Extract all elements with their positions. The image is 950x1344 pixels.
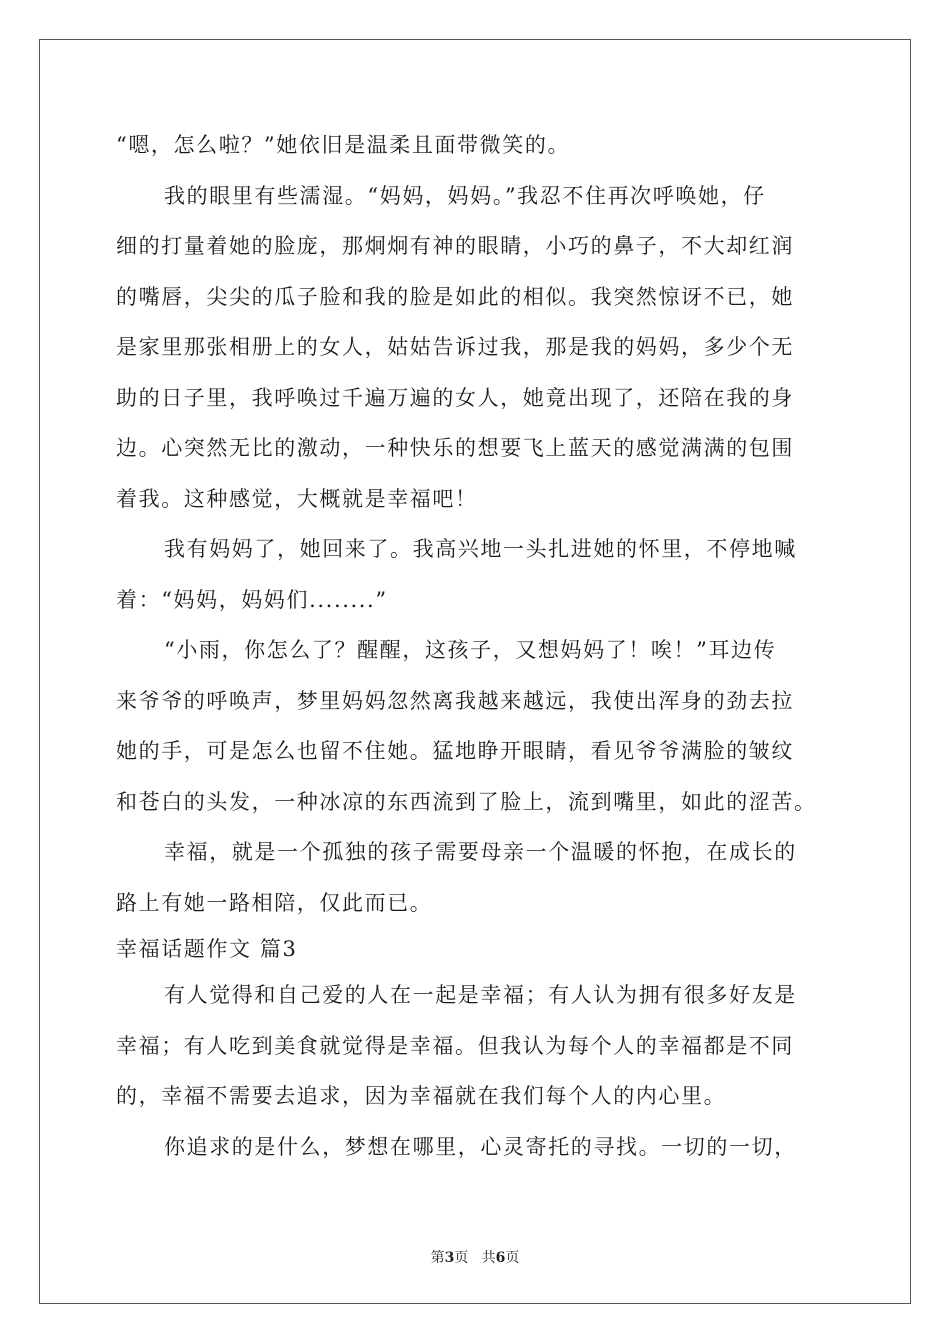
paragraph	[116, 970, 838, 1122]
text-line: 的，幸福不需要去追求，因为幸福就在我们每个人的内心里。	[116, 1084, 727, 1108]
footer-prefix: 第	[430, 1250, 445, 1266]
text-line: 幸福；有人吃到美食就觉得是幸福。但我认为每个人的幸福都是不同	[116, 1033, 794, 1058]
section-heading: 幸福话题作文 篇3	[116, 937, 298, 961]
text-line: 她的手，可是怎么也留不住她。猛地睁开眼睛，看见爷爷满脸的皱纹	[116, 739, 794, 763]
text-line: 细的打量着她的脸庞，那炯炯有神的眼睛，小巧的鼻子，不大却红润	[116, 234, 794, 258]
text-line: 着我。这种感觉，大概就是幸福吧！	[116, 486, 478, 511]
text-line: 助的日子里，我呼唤过千遍万遍的女人，她竟出现了，还陪在我的身	[116, 385, 794, 410]
text-line: 和苍白的头发，一种冰凉的东西流到了脸上，流到嘴里，如此的涩苦。	[116, 789, 817, 814]
text-line: 我的眼里有些濡湿。“妈妈，妈妈。”我忍不住再次呼唤她，仔	[164, 183, 766, 208]
paragraph	[116, 625, 838, 827]
text-line: 着：“妈妈，妈妈们........”	[116, 587, 388, 612]
total-pages: 6	[495, 1250, 506, 1266]
text-line: 来爷爷的呼唤声，梦里妈妈忽然离我越来越远，我使出浑身的劲去拉	[116, 688, 794, 713]
text-line: 我有妈妈了，她回来了。我高兴地一头扎进她的怀里，不停地喊	[164, 537, 797, 561]
text-line: 有人觉得和自己爱的人在一起是幸福；有人认为拥有很多好友是	[164, 983, 797, 1007]
text-line: 的嘴唇，尖尖的瓜子脸和我的脸是如此的相似。我突然惊讶不已，她	[116, 284, 794, 309]
paragraph	[116, 1122, 838, 1173]
text-line: 边。心突然无比的激动，一种快乐的想要飞上蓝天的感觉满满的包围	[116, 436, 794, 460]
footer-page-suffix: 页	[454, 1250, 469, 1266]
paragraph	[116, 827, 838, 928]
text-line: 是家里那张相册上的女人，姑姑告诉过我，那是我的妈妈，多少个无	[116, 335, 794, 359]
text-line: 幸福，就是一个孤独的孩子需要母亲一个温暖的怀抱，在成长的	[164, 840, 797, 864]
footer-total-suffix: 页	[505, 1250, 520, 1266]
document-body	[116, 120, 838, 1172]
paragraph	[116, 171, 838, 525]
text-line: 你追求的是什么，梦想在哪里，心灵寄托的寻找。一切的一切，	[164, 1134, 797, 1159]
page-number: 3	[444, 1250, 455, 1266]
text-line: “嗯，怎么啦？”她依旧是温柔且面带微笑的。	[116, 133, 571, 157]
page-footer	[0, 1247, 950, 1267]
paragraph	[116, 524, 838, 625]
footer-total-prefix: 共	[481, 1250, 496, 1266]
text-line: “小雨，你怎么了？醒醒，这孩子，又想妈妈了！唉！”耳边传	[164, 638, 777, 662]
paragraph	[116, 120, 838, 171]
text-line: 路上有她一路相陪，仅此而已。	[116, 890, 433, 915]
